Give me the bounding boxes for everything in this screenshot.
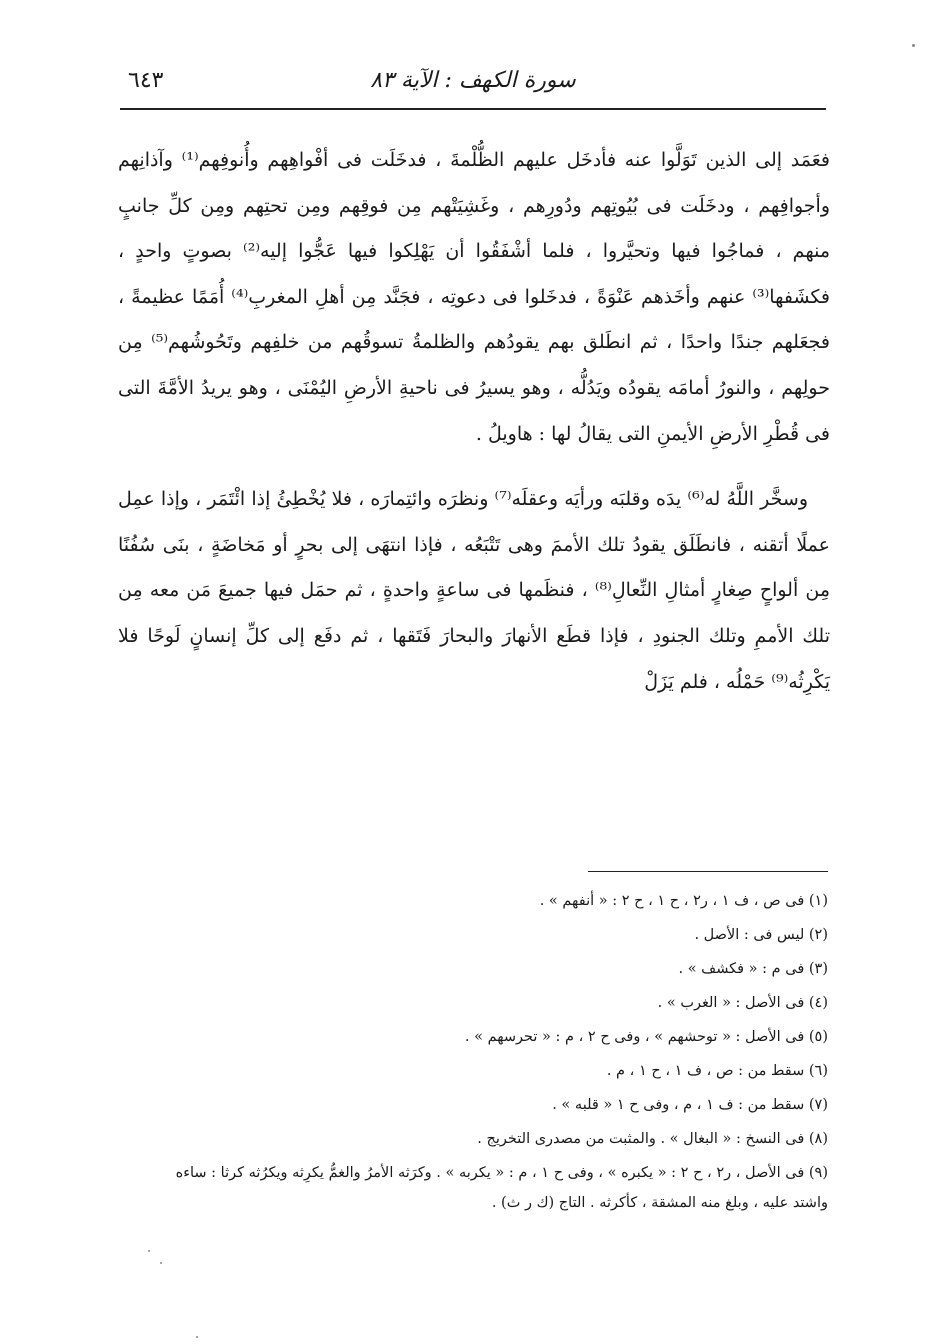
footnotes bbox=[140, 884, 828, 1218]
footnote-2: (٢) ليس فى : الأصل . bbox=[694, 927, 828, 943]
paragraph: فعَمَد إلى الذين تَوَلَّوا عنه فأدخَل عليهم الظُّلْمةَ ، فدخَلَت فى أفْواهِهم وأُنوفِهم⁽¹⁾ وآذانِهم وأجوافِهم ، ودخَلَت فى بُيُوتِهم ودُورِهم ، وغَشِيَتْهم مِن فوقِهم ومِن تحتِهم ومِن كلِّ جانبٍ منهم ، فماجُوا فيها وتحيَّروا ، فلما أشْفَقُوا أن يَهْلِكوا فيها عَجُّوا إليه⁽²⁾ بصوتٍ واحدٍ ، فكشَفها⁽³⁾ عنهم وأخَذهم عَنْوَةً ، فدخَلوا فى دعوتِه ، فجَنَّد مِن أهلِ المغربِ⁽⁴⁾ أُمَمًا عظيمةً ، فجعَلهم جندًا واحدًا ، ثم انطَلق بهم يقودُهم والظلمةُ تسوقُهم من خلفِهم وتَحُوشُهم⁽⁵⁾ مِن حولِهم ، والنورُ أمامَه يقودُه ويَدُلُّه ، وهو يسيرُ فى ناحيةِ الأرضِ اليُمْنَى ، وهو يريدُ الأمَّةَ التى فى قُطْرِ الأرضِ الأيمنِ التى يقالُ لها : هاويلُ . bbox=[118, 149, 831, 445]
scan-speck bbox=[148, 1250, 150, 1252]
footnote-3: (٣) فى م : « فكشف » . bbox=[678, 961, 828, 977]
footnote-divider bbox=[588, 871, 828, 872]
scan-speck bbox=[160, 1262, 162, 1264]
footnote-1: (١) فى ص ، ف ١ ، ر٢ ، ح ١ ، ح ٢ : « أنفهم » . bbox=[539, 893, 828, 909]
scan-speck bbox=[912, 44, 915, 47]
footnote-6: (٦) سقط من : ص ، ف ١ ، ح ١ ، م . bbox=[606, 1063, 828, 1079]
paragraph: وسخَّر اللَّهُ له⁽⁶⁾ يدَه وقلبَه ورأيَه وعقلَه⁽⁷⁾ ونظرَه وائتِمارَه ، فلا يُخْطِئُ إذا ائْتَمَر ، وإذا عمِل عملًا أتقنه ، فانطَلَق يقودُ تلك الأممَ وهى تَتْبَعُه ، فإذا انتهَى إلى بحرٍ أو مَخاضَةٍ ، بنَى سُفُنًا مِن ألواحٍ صِغارٍ أمثالِ النِّعالِ⁽⁸⁾ ، فنظَمها فى ساعةٍ واحدةٍ ، ثم حمَل فيها جميعَ مَن معه مِن تلك الأممِ وتلك الجنودِ ، فإذا قطَع الأنهارَ والبحارَ فَتَقها ، ثم دفَع إلى كلِّ إنسانٍ لَوحًا فلا يَكْرِثُه⁽⁹⁾ حَمْلُه ، فلم يَزَلْ bbox=[118, 488, 831, 693]
footnote-4: (٤) فى الأصل : « الغرب » . bbox=[657, 995, 828, 1011]
footnote-5: (٥) فى الأصل : « توحشهم » ، وفى ح ٢ ، م : « تحرسهم » . bbox=[464, 1029, 828, 1045]
footnote-8: (٨) فى النسخ : « البغال » . والمثبت من مصدرى التخريج . bbox=[477, 1131, 828, 1147]
scan-speck bbox=[196, 1336, 198, 1338]
running-title: سورة الكهف : الآية ٨٣ bbox=[370, 68, 576, 93]
running-header bbox=[120, 64, 826, 110]
page-number: ٦٤٣ bbox=[128, 68, 164, 93]
footnote-9: (٩) فى الأصل ، ر٢ ، ح ٢ : « يكبره » ، وفى ح ١ ، م : « يكربه » . وكرَثه الأمرُ والغمُّ يكرِثه ويكرُثه كرثا : ساءه واشتد عليه ، وبلغ منه المشقة ، كأكرثه . التاج (ك ر ث) . bbox=[175, 1165, 828, 1211]
main-text bbox=[118, 138, 830, 705]
footnote-7: (٧) سقط من : ف ١ ، م ، وفى ح ١ « قلبه » . bbox=[552, 1097, 828, 1113]
